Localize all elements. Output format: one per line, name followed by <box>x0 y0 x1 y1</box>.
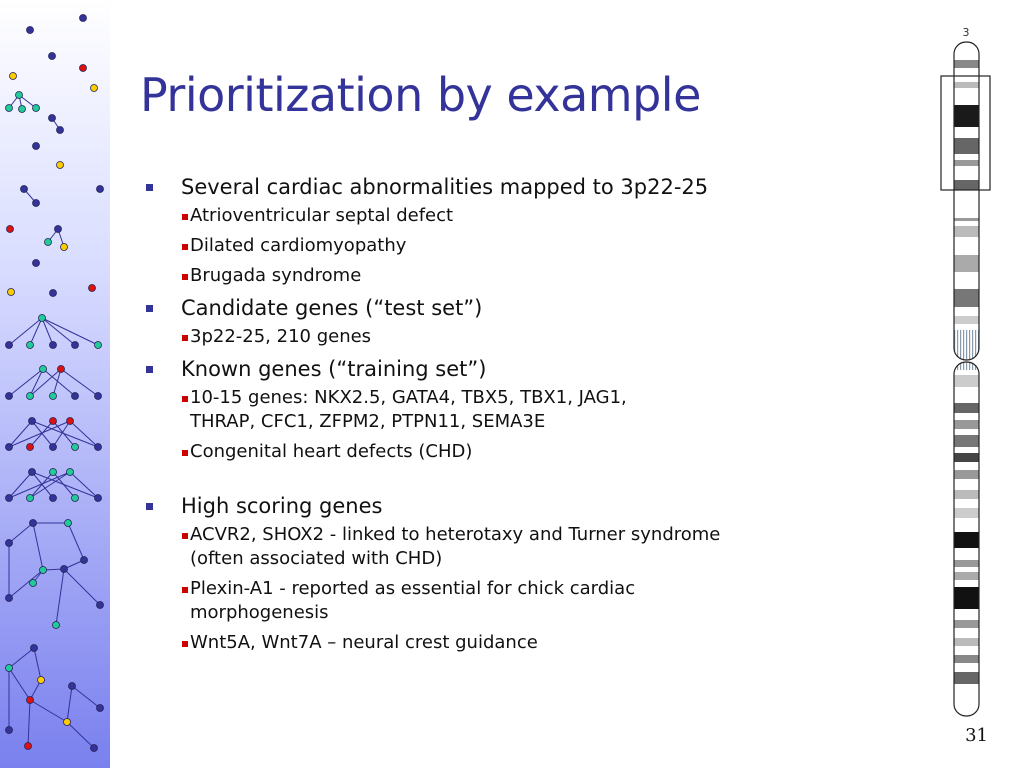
bullet-item: High scoring genes <box>146 492 906 520</box>
slide-title: Prioritization by example <box>140 68 701 122</box>
sub-bullet-item: Wnt5A, Wnt7A – neural crest guidance <box>146 631 906 655</box>
sub-bullet-item: 10-15 genes: NKX2.5, GATA4, TBX5, TBX1, JAG1, THRAP, CFC1, ZFPM2, PTPN11, SEMA3E <box>146 386 906 434</box>
sub-bullet-item: 3p22-25, 210 genes <box>146 325 906 349</box>
sub-bullet-item: Plexin-A1 - reported as essential for chick cardiac morphogenesis <box>146 577 906 625</box>
bullet-item: Several cardiac abnormalities mapped to 3p22-25 <box>146 173 906 201</box>
chromosome-ideogram <box>930 20 1000 720</box>
sub-bullet-item: ACVR2, SHOX2 - linked to heterotaxy and Turner syndrome (often associated with CHD) <box>146 523 906 571</box>
chromosome-label: 3 <box>962 26 970 39</box>
network-decoration <box>0 0 110 768</box>
bullet-item: Candidate genes (“test set”) <box>146 294 906 322</box>
sub-bullet-item: Atrioventricular septal defect <box>146 204 906 228</box>
sub-bullet-item: Dilated cardiomyopathy <box>146 234 906 258</box>
bullet-item: Known genes (“training set”) <box>146 355 906 383</box>
page-number: 31 <box>965 725 988 746</box>
section-spacer <box>146 470 906 492</box>
bullet-list <box>146 173 906 661</box>
sub-bullet-item: Brugada syndrome <box>146 264 906 288</box>
sub-bullet-item: Congenital heart defects (CHD) <box>146 440 906 464</box>
